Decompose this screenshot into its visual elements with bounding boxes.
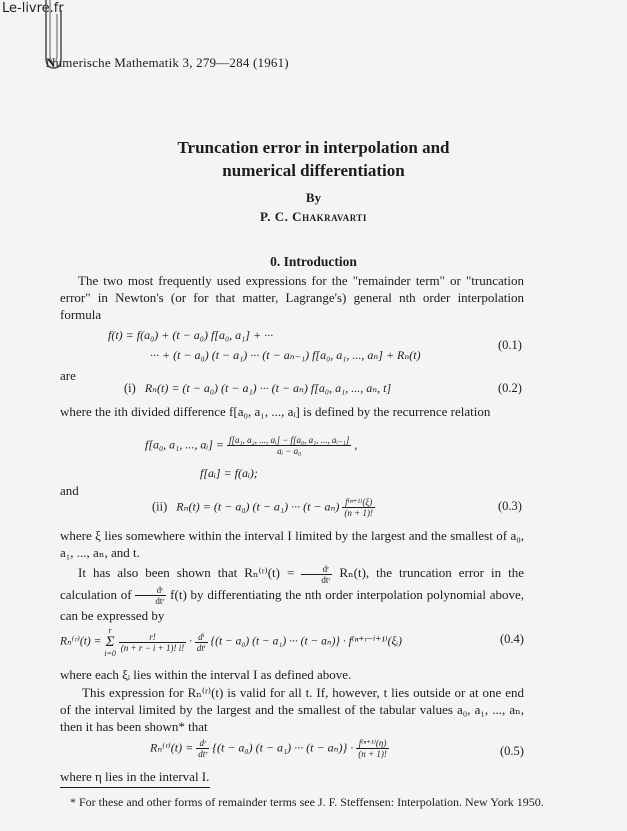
paragraph-4-part-3: f(t) by differentiating the nth order interpolation polynomial above, can be expressed by: [60, 586, 524, 624]
paragraph-4-fraction-2-den: dtʳ: [155, 596, 165, 607]
equation-0-5-fraction: [356, 738, 389, 759]
summation-lower: i=0: [104, 649, 116, 658]
paragraph-4-fraction-1-den: dtʳ: [321, 574, 331, 585]
equation-0-3: [152, 497, 375, 518]
equation-0-4-derivative: [195, 632, 208, 653]
paper-title: [0, 136, 627, 182]
equation-0-2-label: (i): [124, 381, 136, 395]
paragraph-4-fraction-1: [301, 564, 332, 585]
equation-0-4-lhs: Rₙ⁽ʳ⁾(t) =: [60, 635, 102, 648]
equation-0-3-fraction: [342, 497, 375, 518]
recurrence-numerator: f[a₁, a₂, ..., aᵢ] − f[a₀, a₁, ..., aᵢ₋₁]: [229, 435, 350, 445]
section-heading: 0. Introduction: [270, 254, 357, 269]
paragraph-4-fraction-2: [135, 585, 166, 606]
equation-number-0-5: (0.5): [500, 744, 524, 758]
paragraph-4-part-1: It has also been shown that Rₙ⁽ʳ⁾(t) =: [78, 565, 295, 580]
author: P. C. Chakravarti: [260, 209, 367, 224]
equation-0-5: [150, 738, 389, 759]
title-line-2: numerical differentiation: [222, 161, 405, 180]
equation-0-5-derivative-den: dtʳ: [198, 749, 208, 759]
equation-0-1-line-1: f(t) = f(a₀) + (t − a₀) f[a₀, a₁] + ···: [108, 328, 274, 342]
paragraph-3: where ξ lies somewhere within the interval I limited by the largest and the smallest of a₀, a₁, ..., aₙ, and t.: [60, 528, 524, 560]
equation-number-0-1: (0.1): [498, 338, 522, 352]
equation-0-5-lhs: Rₙ⁽ʳ⁾(t) =: [150, 740, 194, 755]
equation-0-3-denominator: (n + 1)!: [344, 508, 373, 518]
recurrence-base: f[aᵢ] = f(aᵢ);: [200, 466, 258, 480]
recurrence-fraction: [227, 435, 351, 456]
equation-0-5-denominator: (n + 1)!: [358, 749, 387, 759]
recurrence-denominator: aᵢ − a₀: [277, 446, 302, 456]
equation-0-3-expr: Rₙ(t) = (t − a₀) (t − a₁) ··· (t − aₙ): [176, 499, 340, 514]
recurrence-relation: [145, 435, 357, 456]
equation-0-4-numerator: r!: [119, 632, 186, 643]
equation-number-0-3: (0.3): [498, 499, 522, 513]
paragraph-2: where the ith divided difference f[a₀, a₁, ..., aᵢ] is defined by the recurrence relation: [60, 404, 491, 419]
equation-0-5-mid: {(t − a₀) (t − a₁) ··· (t − aₙ)} ·: [212, 740, 354, 755]
word-are: are: [60, 368, 76, 383]
equation-0-1-line-2: ··· + (t − a₀) (t − a₁) ··· (t − aₙ₋₁) f[a₀, a₁, ..., aₙ] + Rₙ(t): [150, 348, 421, 362]
footnote-divider: [60, 787, 210, 788]
equation-0-2-expr: Rₙ(t) = (t − a₀) (t − a₁) ··· (t − aₙ) f[a₀, a₁, ..., aₙ, t]: [144, 381, 392, 395]
equation-0-4: Rₙ⁽ʳ⁾(t) = r Σ i=0 $\frac{r!}{(n + r - i + 1)! i!}$ · $\frac{\text{dⁱ}}{\text{dtⁱ}}$ {(t − a₀) (t − a₁) ··· (t − aₙ)} · f⁽ⁿ⁺ʳ⁻ⁱ⁺¹⁾(ξᵢ): [60, 626, 403, 658]
equation-0-5-numerator: f⁽ⁿ⁺¹⁾(η): [356, 738, 389, 749]
equation-0-5-derivative: [196, 738, 209, 759]
equation-0-3-label: (ii): [152, 499, 168, 514]
summation-symbol: [104, 626, 116, 658]
equation-0-5-derivative-num: dʳ: [196, 738, 209, 749]
footnote: * For these and other forms of remainder terms see J. F. Steffensen: Interpolation. New York 1950.: [70, 795, 544, 809]
paragraph-4-fraction-2-num: dʳ: [135, 585, 166, 596]
title-line-1: Truncation error in interpolation and: [177, 138, 450, 157]
equation-0-3-numerator: f⁽ⁿ⁺¹⁾(ξ): [342, 497, 375, 508]
paragraph-5: where each ξᵢ lies within the interval I as defined above.: [60, 667, 352, 682]
equation-0-4-denominator: (n + r − i + 1)! i!: [120, 642, 185, 653]
equation-0-4-fraction: [119, 632, 186, 653]
paragraph-7: where η lies in the interval I.: [60, 769, 210, 784]
paragraph-6: This expression for Rₙ⁽ʳ⁾(t) is valid for all t. If, however, t lies outside or at one end of the interval limited by the largest and the smallest of the tabular values a₀, a₁, ..., aₙ, then it has been shown* that: [60, 685, 524, 734]
watermark: Le-livre.fr: [2, 1, 64, 16]
paragraph-1: The two most frequently used expressions for the "remainder term" or "truncation error" in Newton's (or for that matter, Lagrange's) general nth order interpolation formula: [60, 273, 524, 322]
journal-initial: N: [46, 55, 56, 70]
equation-0-4-derivative-den: dtⁱ: [196, 642, 206, 653]
summation-upper: r: [108, 626, 112, 635]
equation-0-4-rest: {(t − a₀) (t − a₁) ··· (t − aₙ)} · f⁽ⁿ⁺ʳ⁻ⁱ⁺¹⁾(ξᵢ): [210, 635, 403, 648]
recurrence-trail: ,: [354, 437, 358, 452]
word-and: and: [60, 483, 79, 498]
byline: By: [305, 190, 322, 205]
journal-reference: [46, 55, 289, 71]
journal-text: umerische Mathematik 3, 279—284 (1961): [55, 55, 289, 70]
paragraph-4-fraction-1-num: dʳ: [301, 564, 332, 575]
paragraph-4-part-2: Rₙ(t), the truncation error in the calculation of: [60, 565, 525, 602]
summation-sigma-icon: Σ: [105, 634, 115, 650]
equation-0-4-derivative-num: dⁱ: [195, 632, 208, 643]
equation-0-2: [124, 381, 391, 396]
equation-number-0-4: (0.4): [500, 632, 524, 646]
recurrence-lhs: f[a₀, a₁, ..., aᵢ] =: [145, 437, 225, 452]
equation-number-0-2: (0.2): [498, 381, 522, 395]
paragraph-4: [60, 563, 524, 625]
